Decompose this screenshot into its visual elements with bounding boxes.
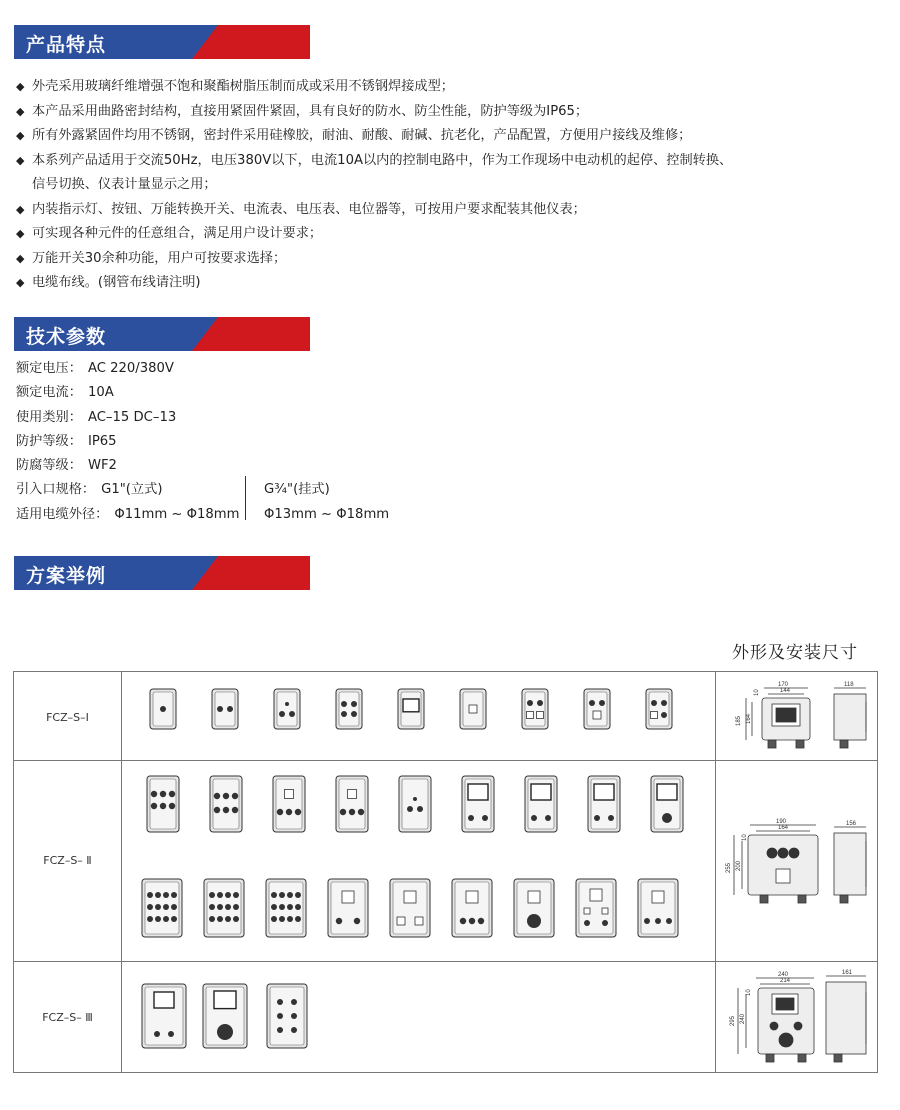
enclosure-icon: [462, 776, 494, 832]
spec-divider: [245, 476, 246, 520]
enclosure-icon: [638, 879, 678, 937]
spec-row: 防腐等级： WF2: [16, 458, 117, 474]
dim-label: 118: [844, 682, 854, 688]
features-list: [16, 75, 776, 296]
spec-row: 额定电流： 10A: [16, 385, 114, 401]
dimension-drawing-3: [716, 962, 879, 1072]
dim-label: 10: [754, 689, 760, 696]
dim-label: 240: [740, 1013, 746, 1024]
list-item-continuation: 信号切换、仪表计量显示之用；: [32, 177, 217, 192]
enclosure-icon: [142, 984, 186, 1048]
enclosure-icon: [398, 689, 424, 729]
list-item: ◆ 内装指示灯、按钮、万能转换开关、电流表、电压表、电位器等，可按用户要求配装其他仪表；: [16, 201, 586, 217]
enclosure-icon: [452, 879, 492, 937]
scheme-table: [13, 671, 878, 1073]
specs-list: [16, 357, 616, 527]
dim-label: 156: [846, 821, 857, 827]
enclosure-icon: [142, 879, 182, 937]
enclosure-icon: [514, 879, 554, 937]
enclosure-icon: [274, 689, 300, 729]
enclosure-icon: [210, 776, 242, 832]
list-item: ◆ 本产品采用曲路密封结构，直接用紧固件紧固，具有良好的防水、防尘性能，防护等级为IP65；: [16, 103, 589, 119]
enclosure-icon: [651, 776, 683, 832]
enclosure-icon: [399, 776, 431, 832]
section-title: 方案举例: [26, 565, 107, 587]
dimension-drawing-1: [716, 672, 879, 761]
enclosure-icon: [522, 689, 548, 729]
list-item: ◆ 电缆布线。(钢管布线请注明): [16, 275, 201, 290]
dimension-drawing-2: [716, 761, 879, 962]
enclosure-icon: [150, 689, 176, 729]
enclosure-icon: [646, 689, 672, 729]
spec-row: 使用类别： AC–15 DC–13: [16, 409, 177, 425]
enclosure-icon: [147, 776, 179, 832]
spec-row: 防护等级： IP65: [16, 433, 117, 449]
model-label: FCZ–S– Ⅱ: [43, 854, 92, 867]
enclosure-icon: [588, 776, 620, 832]
section-banner-features: [14, 25, 310, 59]
list-item: ◆ 本系列产品适用于交流50Hz，电压380V以下，电流10A以内的控制电路中，作为工作现场中电动机的起停、控制转换、: [16, 152, 733, 168]
enclosure-icon: [267, 984, 307, 1048]
enclosure-icon: [576, 879, 616, 937]
enclosure-icon: [460, 689, 486, 729]
enclosure-icon: [273, 776, 305, 832]
enclosure-icon: [584, 689, 610, 729]
spec-row: 适用电缆外径： Φ11mm ~ Φ18mm Φ13mm ~ Φ18mm: [16, 506, 390, 522]
dim-label: 164: [746, 713, 752, 724]
spec-row: 引入口规格： G1"(立式) G¾"(挂式): [16, 482, 330, 498]
section-banner-specs: [14, 317, 310, 351]
model-label: FCZ–S–Ⅰ: [46, 711, 89, 724]
section-title: 产品特点: [26, 34, 107, 56]
enclosure-icon: [212, 689, 238, 729]
enclosure-icon: [266, 879, 306, 937]
section-banner-schemes: [14, 556, 310, 590]
dim-label: 200: [736, 860, 742, 871]
dim-label: 295: [730, 1015, 736, 1026]
dim-label: 240: [778, 972, 789, 978]
list-item: ◆ 可实现各种元件的任意组合，满足用户设计要求；: [16, 226, 323, 241]
enclosure-icon: [204, 879, 244, 937]
dim-label: 161: [842, 970, 853, 976]
dim-label: 10: [746, 989, 752, 996]
dim-label: 10: [742, 834, 748, 841]
dimensions-title: 外形及安装尺寸: [732, 643, 858, 663]
dim-label: 185: [736, 715, 742, 726]
enclosure-icon: [390, 879, 430, 937]
dim-label: 144: [780, 688, 791, 694]
dim-label: 190: [776, 819, 787, 825]
dim-label: 214: [780, 978, 791, 984]
dim-label: 170: [778, 682, 789, 688]
list-item: ◆ 所有外露紧固件均用不锈钢，密封件采用硅橡胶，耐油、耐酸、耐碱、抗老化，产品配置，方便用户接线及维修；: [16, 128, 692, 143]
spec-row: 额定电压： AC 220/380V: [16, 361, 174, 376]
enclosure-icon: [525, 776, 557, 832]
model-label: FCZ–S– Ⅲ: [42, 1011, 93, 1024]
enclosure-icon: [328, 879, 368, 937]
enclosure-icon: [336, 776, 368, 832]
enclosure-icon: [336, 689, 362, 729]
dim-label: 164: [778, 825, 789, 831]
dim-label: 255: [726, 862, 732, 873]
section-title: 技术参数: [26, 326, 107, 348]
list-item: ◆ 万能开关30余种功能，用户可按要求选择；: [16, 250, 287, 266]
list-item: ◆ 外壳采用玻璃纤维增强不饱和聚酯树脂压制而成或采用不锈钢焊接成型；: [16, 79, 454, 94]
enclosure-icon: [203, 984, 247, 1048]
